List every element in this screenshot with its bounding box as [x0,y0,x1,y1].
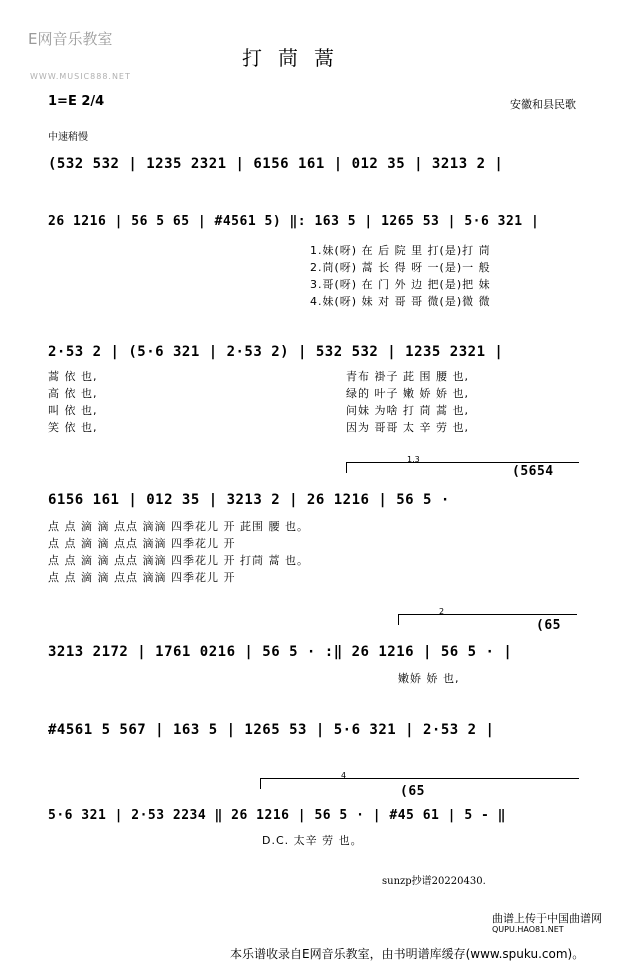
verse-e: D.C. 太辛 劳 也。 [262,834,363,847]
verse-c-4: 点 点 滴 滴 点点 滴滴 四季花儿 开 [48,571,236,584]
score-line-5: 3213 2172 | 1761 0216 | 56 5 · :‖ 26 1216 | 56 5 · | [48,644,513,660]
pickup-line-4: (5654 [512,464,554,479]
verse-c-3: 点 点 滴 滴 点点 滴滴 四季花儿 开 打茼 蒿 也。 [48,554,309,567]
score-line-1: (532 532 | 1235 2321 | 6156 161 | 012 35 | 3213 2 | [48,156,504,172]
verse-a-3: 3.哥(呀) 在 门 外 边 把(是)把 妹 [310,278,491,291]
key-signature: 1=E 2/4 [48,94,105,109]
verse-b-right-1: 青布 褂子 茈 围 腰 也, [346,370,469,383]
score-line-7: 5·6 321 | 2·53 2234 ‖ 26 1216 | 56 5 · | #45 61 | 5 - ‖ [48,808,506,823]
score-line-4: 6156 161 | 012 35 | 3213 2 | 26 1216 | 56 5 · [48,492,450,508]
pickup-line-5: (65 [536,618,561,633]
volta-2: 2 [398,614,577,625]
upload-note: 曲谱上传于中国曲谱网 [492,912,602,925]
verse-b-left-3: 叫 依 也, [48,404,98,417]
score-line-6: #4561 5 567 | 163 5 | 1265 53 | 5·6 321 | 2·53 2 | [48,722,495,738]
upload-url: QUPU.HAO81.NET [492,925,564,934]
score-line-3: 2·53 2 | (5·6 321 | 2·53 2) | 532 532 | 1235 2321 | [48,344,504,360]
verse-b-left-1: 蒿 依 也, [48,370,98,383]
verse-b-right-3: 问妹 为啥 打 茼 蒿 也, [346,404,469,417]
song-title: 打茼蒿 [242,46,350,70]
verse-c-2: 点 点 滴 滴 点点 滴滴 四季花儿 开 [48,537,236,550]
site-logo: E网音乐教室 [28,30,113,48]
verse-a-1: 1.妹(呀) 在 后 院 里 打(是)打 茼 [310,244,491,257]
verse-b-right-2: 绿的 叶子 嫩 娇 娇 也, [346,387,469,400]
site-logo-url: WWW.MUSIC888.NET [30,72,131,81]
verse-b-left-4: 笑 依 也, [48,421,98,434]
pickup-line-7: (65 [400,784,425,799]
verse-d: 嫩娇 娇 也, [398,672,460,685]
score-line-2: 26 1216 | 56 5 65 | #4561 5) ‖: 163 5 | 1265 53 | 5·6 321 | [48,214,540,229]
transcriber-credit: sunzp抄谱20220430. [382,876,486,887]
song-origin: 安徽和县民歌 [510,98,576,111]
verse-c-1: 点 点 滴 滴 点点 滴滴 四季花儿 开 茈围 腰 也。 [48,520,309,533]
tempo-marking: 中速稍慢 [48,132,88,143]
verse-a-4: 4.妹(呀) 妹 对 哥 哥 微(是)微 微 [310,295,491,308]
volta-4: 4 [260,778,579,789]
source-footer: 本乐谱收录自E网音乐教室，由书明谱库缓存(www.spuku.com)。 [230,947,585,961]
verse-a-2: 2.茼(呀) 蒿 长 得 呀 一(是)一 般 [310,261,491,274]
verse-b-right-4: 因为 哥哥 太 辛 劳 也, [346,421,469,434]
volta-1-3: 1.3 [346,462,579,473]
verse-b-left-2: 高 依 也, [48,387,98,400]
